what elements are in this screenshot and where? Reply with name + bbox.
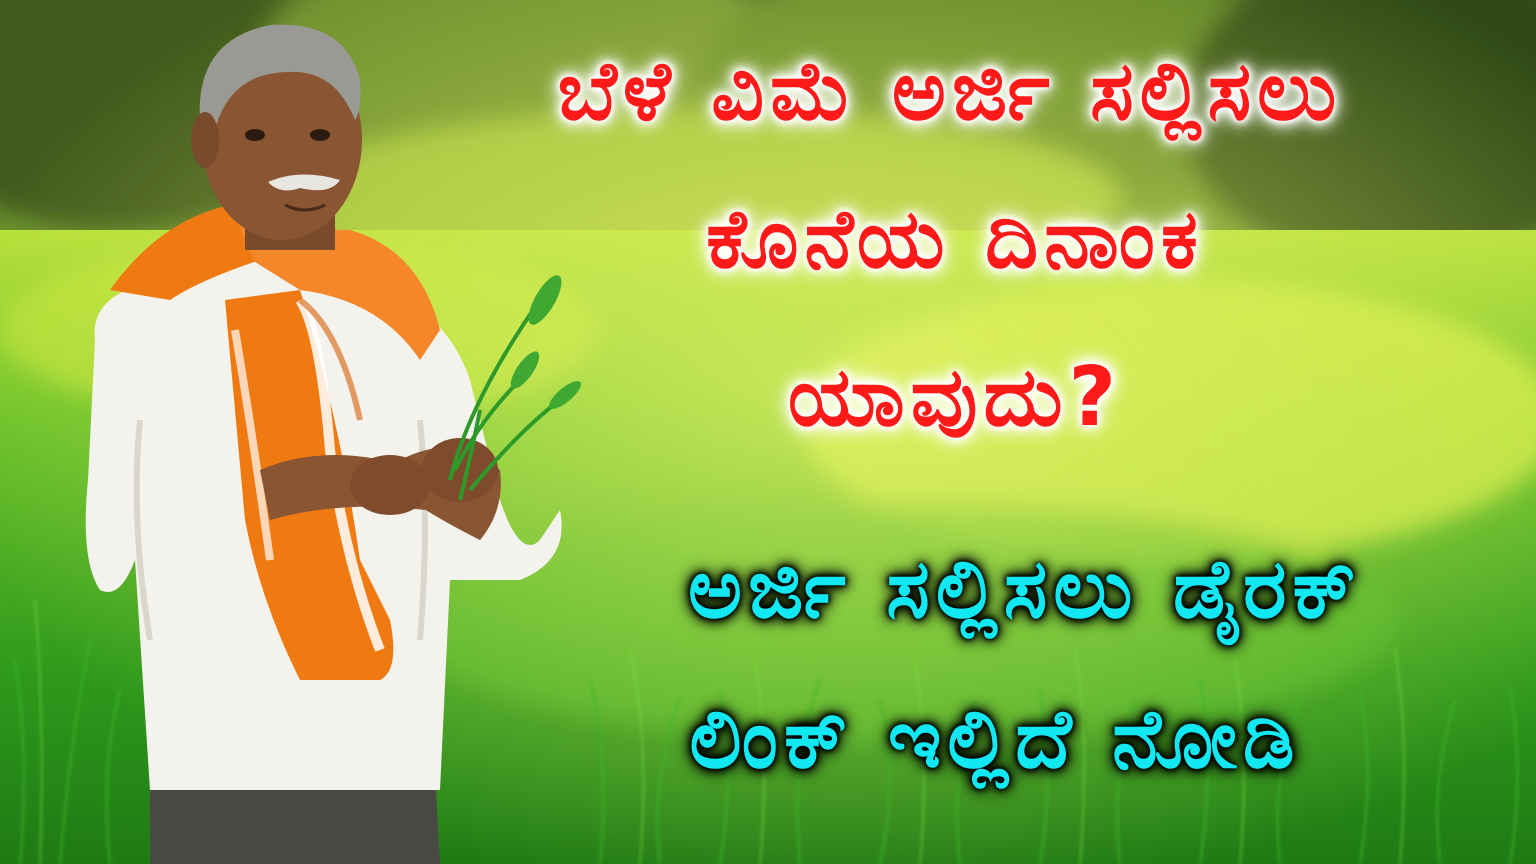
headline-red-line-3: ಯಾವುದು? [787,350,1123,445]
headline-cyan-line-2: ಲಿಂಕ್ ಇಲ್ಲಿದೆ ನೋಡಿ [689,692,1301,787]
headline-cyan-line-1: ಅರ್ಜಿ ಸಲ್ಲಿಸಲು ಡೈರಕ್ [688,542,1362,637]
headline-red-line-2: ಕೊನೆಯ ದಿನಾಂಕ [706,192,1204,287]
headline-red-line-1: ಬೆಳೆ ವಿಮೆ ಅರ್ಜಿ ಸಲ್ಲಿಸಲು [557,44,1343,139]
